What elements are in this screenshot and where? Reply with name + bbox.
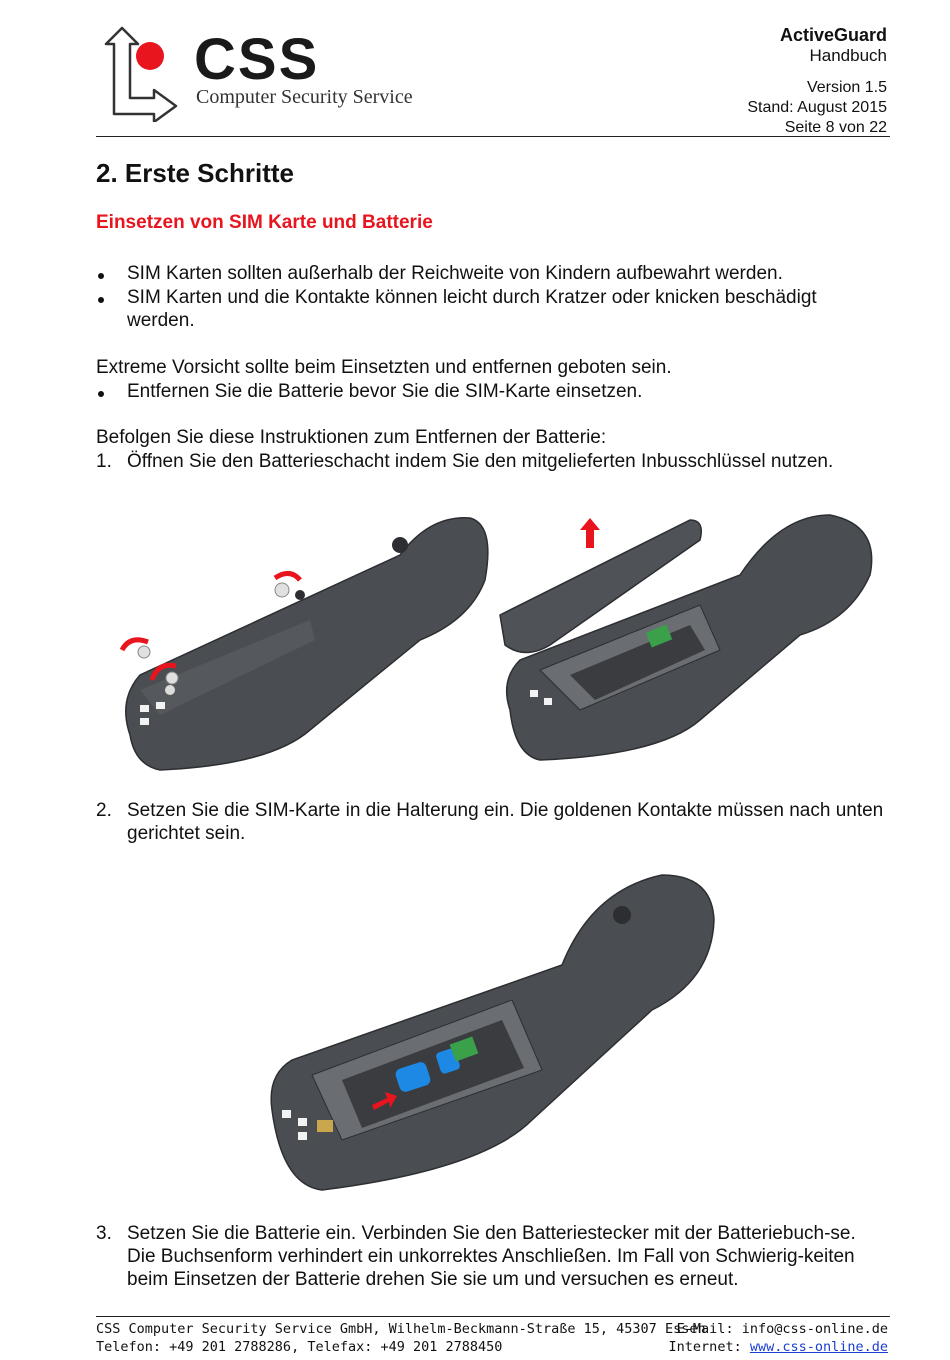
logo-subtitle: Computer Security Service [196,86,413,108]
caution-text: Extreme Vorsicht sollte beim Einsetzten und entfernen geboten sein. [96,357,672,378]
section-subtitle: Einsetzen von SIM Karte und Batterie [96,212,433,233]
footer-email: E-Mail: info@css-online.de [676,1321,888,1337]
doc-type: Handbuch [809,46,887,65]
company-logo [96,26,456,122]
header-rule [96,136,890,137]
logo-arrow-icon [96,26,196,122]
footer-internet: Internet: www.css-online.de [668,1339,888,1355]
doc-page-number: Seite 8 von 22 [784,119,887,136]
footer-rule [96,1316,890,1317]
footer-right [669,1320,888,1356]
doc-meta [747,78,887,138]
doc-date: Stand: August 2015 [747,99,887,116]
logo-wordmark: CSS [194,27,320,92]
figure-battery-cover-removal [100,500,890,790]
website-link[interactable]: www.css-online.de [749,1339,888,1355]
section-title: 2. Erste Schritte [96,158,294,188]
bullet-icon [98,297,104,303]
bullet-icon [98,273,104,279]
figure-sim-insertion [262,870,722,1200]
bullet-icon [98,391,104,397]
footer-left [96,1320,706,1356]
footer-address: CSS Computer Security Service GmbH, Wilhelm-Beckmann-Straße 15, 45307 Essen [96,1321,706,1337]
instructions-intro: Befolgen Sie diese Instruktionen zum Entfernen der Batterie: [96,427,607,448]
doc-title: ActiveGuard [779,25,887,45]
footer-phone: Telefon: +49 201 2788286, Telefax: +49 201 2788450 [96,1339,503,1355]
doc-version: Version 1.5 [806,79,887,96]
